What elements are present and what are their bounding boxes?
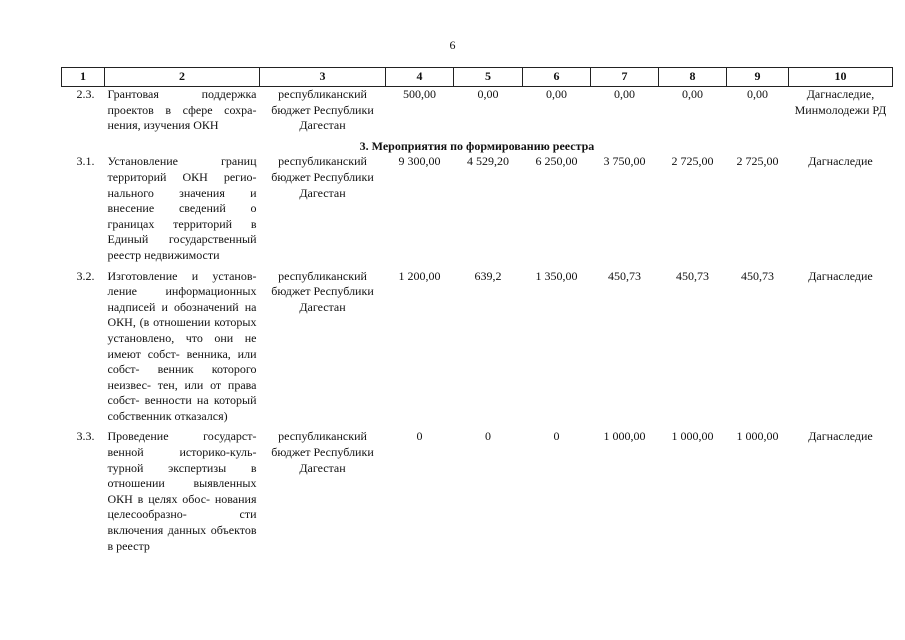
row-value: 2 725,00 bbox=[671, 154, 714, 169]
section-title: 3. Мероприятия по формированию реестра bbox=[359, 138, 595, 153]
row-number: 2.3. bbox=[76, 87, 95, 101]
row-source: республиканский бюджет Республики Дагестан bbox=[271, 154, 374, 200]
row-name: Проведение государст- венной историко-куль- турной экспертизы в отношении выявленных ОКН в целях обос- нования целесообразно- сти включения данных объектов в реестр bbox=[107, 429, 257, 553]
header-col-7: 7 bbox=[591, 68, 659, 87]
header-col-10: 10 bbox=[789, 68, 893, 87]
header-col-6: 6 bbox=[523, 68, 591, 87]
header-col-4: 4 bbox=[386, 68, 454, 87]
row-executor: Дагнаследие bbox=[808, 154, 873, 169]
row-value: 0,00 bbox=[747, 87, 768, 101]
table-row bbox=[62, 154, 893, 268]
row-value: 450,73 bbox=[676, 268, 709, 283]
header-col-3: 3 bbox=[260, 68, 386, 87]
header-col-1: 1 bbox=[62, 68, 105, 87]
table-row bbox=[62, 269, 893, 430]
row-value: 0 bbox=[416, 429, 423, 444]
row-number: 3.1. bbox=[76, 154, 95, 169]
row-value: 1 000,00 bbox=[736, 429, 779, 444]
page-number: 6 bbox=[449, 38, 456, 52]
row-value: 450,73 bbox=[741, 268, 774, 283]
row-value: 1 000,00 bbox=[671, 429, 714, 444]
table-row bbox=[62, 429, 893, 554]
header-row bbox=[62, 68, 893, 87]
table-row bbox=[62, 87, 893, 139]
row-executor: Дагнаследие, Минмолодежи РД bbox=[794, 87, 887, 117]
row-value: 0,00 bbox=[546, 87, 567, 101]
row-value: 500,00 bbox=[403, 87, 436, 101]
row-value: 1 200,00 bbox=[398, 268, 441, 283]
row-value: 0,00 bbox=[614, 87, 635, 101]
row-value: 0 bbox=[553, 429, 560, 444]
row-value: 1 000,00 bbox=[603, 429, 646, 444]
row-value: 3 750,00 bbox=[603, 154, 646, 169]
row-source: республиканский бюджет Республики Дагестан bbox=[271, 429, 374, 475]
section-row bbox=[62, 139, 893, 155]
row-source: республиканский бюджет Республики Дагестан bbox=[271, 87, 374, 133]
row-number: 3.2. bbox=[76, 268, 95, 283]
row-value: 0,00 bbox=[682, 87, 703, 101]
row-name: Изготовление и установ- ление информационных надписей и обозначений на ОКН, (в отношении которых установлено, что они не имеют собст- венника, или собст- венник которого неизвес- тен, или от права собст- венности на который собственник отказался) bbox=[107, 268, 257, 423]
row-value: 0 bbox=[485, 429, 491, 444]
row-value: 9 300,00 bbox=[398, 154, 441, 169]
row-name: Установление границ территорий ОКН регио- нального значения и внесение сведений о границах территорий в Единый государственный реестр недвижимости bbox=[107, 154, 257, 262]
row-executor: Дагнаследие bbox=[808, 268, 873, 283]
header-col-2: 2 bbox=[105, 68, 260, 87]
row-number: 3.3. bbox=[76, 429, 95, 444]
header-col-9: 9 bbox=[727, 68, 789, 87]
header-col-8: 8 bbox=[659, 68, 727, 87]
header-col-5: 5 bbox=[454, 68, 523, 87]
row-value: 1 350,00 bbox=[535, 268, 578, 283]
row-value: 6 250,00 bbox=[535, 154, 578, 169]
row-value: 2 725,00 bbox=[736, 154, 779, 169]
row-value: 450,73 bbox=[608, 268, 641, 283]
row-value: 639,2 bbox=[474, 268, 502, 283]
row-value: 4 529,20 bbox=[467, 154, 509, 169]
row-source: республиканский бюджет Республики Дагестан bbox=[271, 268, 374, 314]
program-table bbox=[61, 67, 893, 554]
row-value: 0,00 bbox=[477, 87, 499, 101]
row-name: Грантовая поддержка проектов в сфере сохра- нения, изучения ОКН bbox=[107, 87, 257, 133]
row-executor: Дагнаследие bbox=[808, 429, 873, 444]
